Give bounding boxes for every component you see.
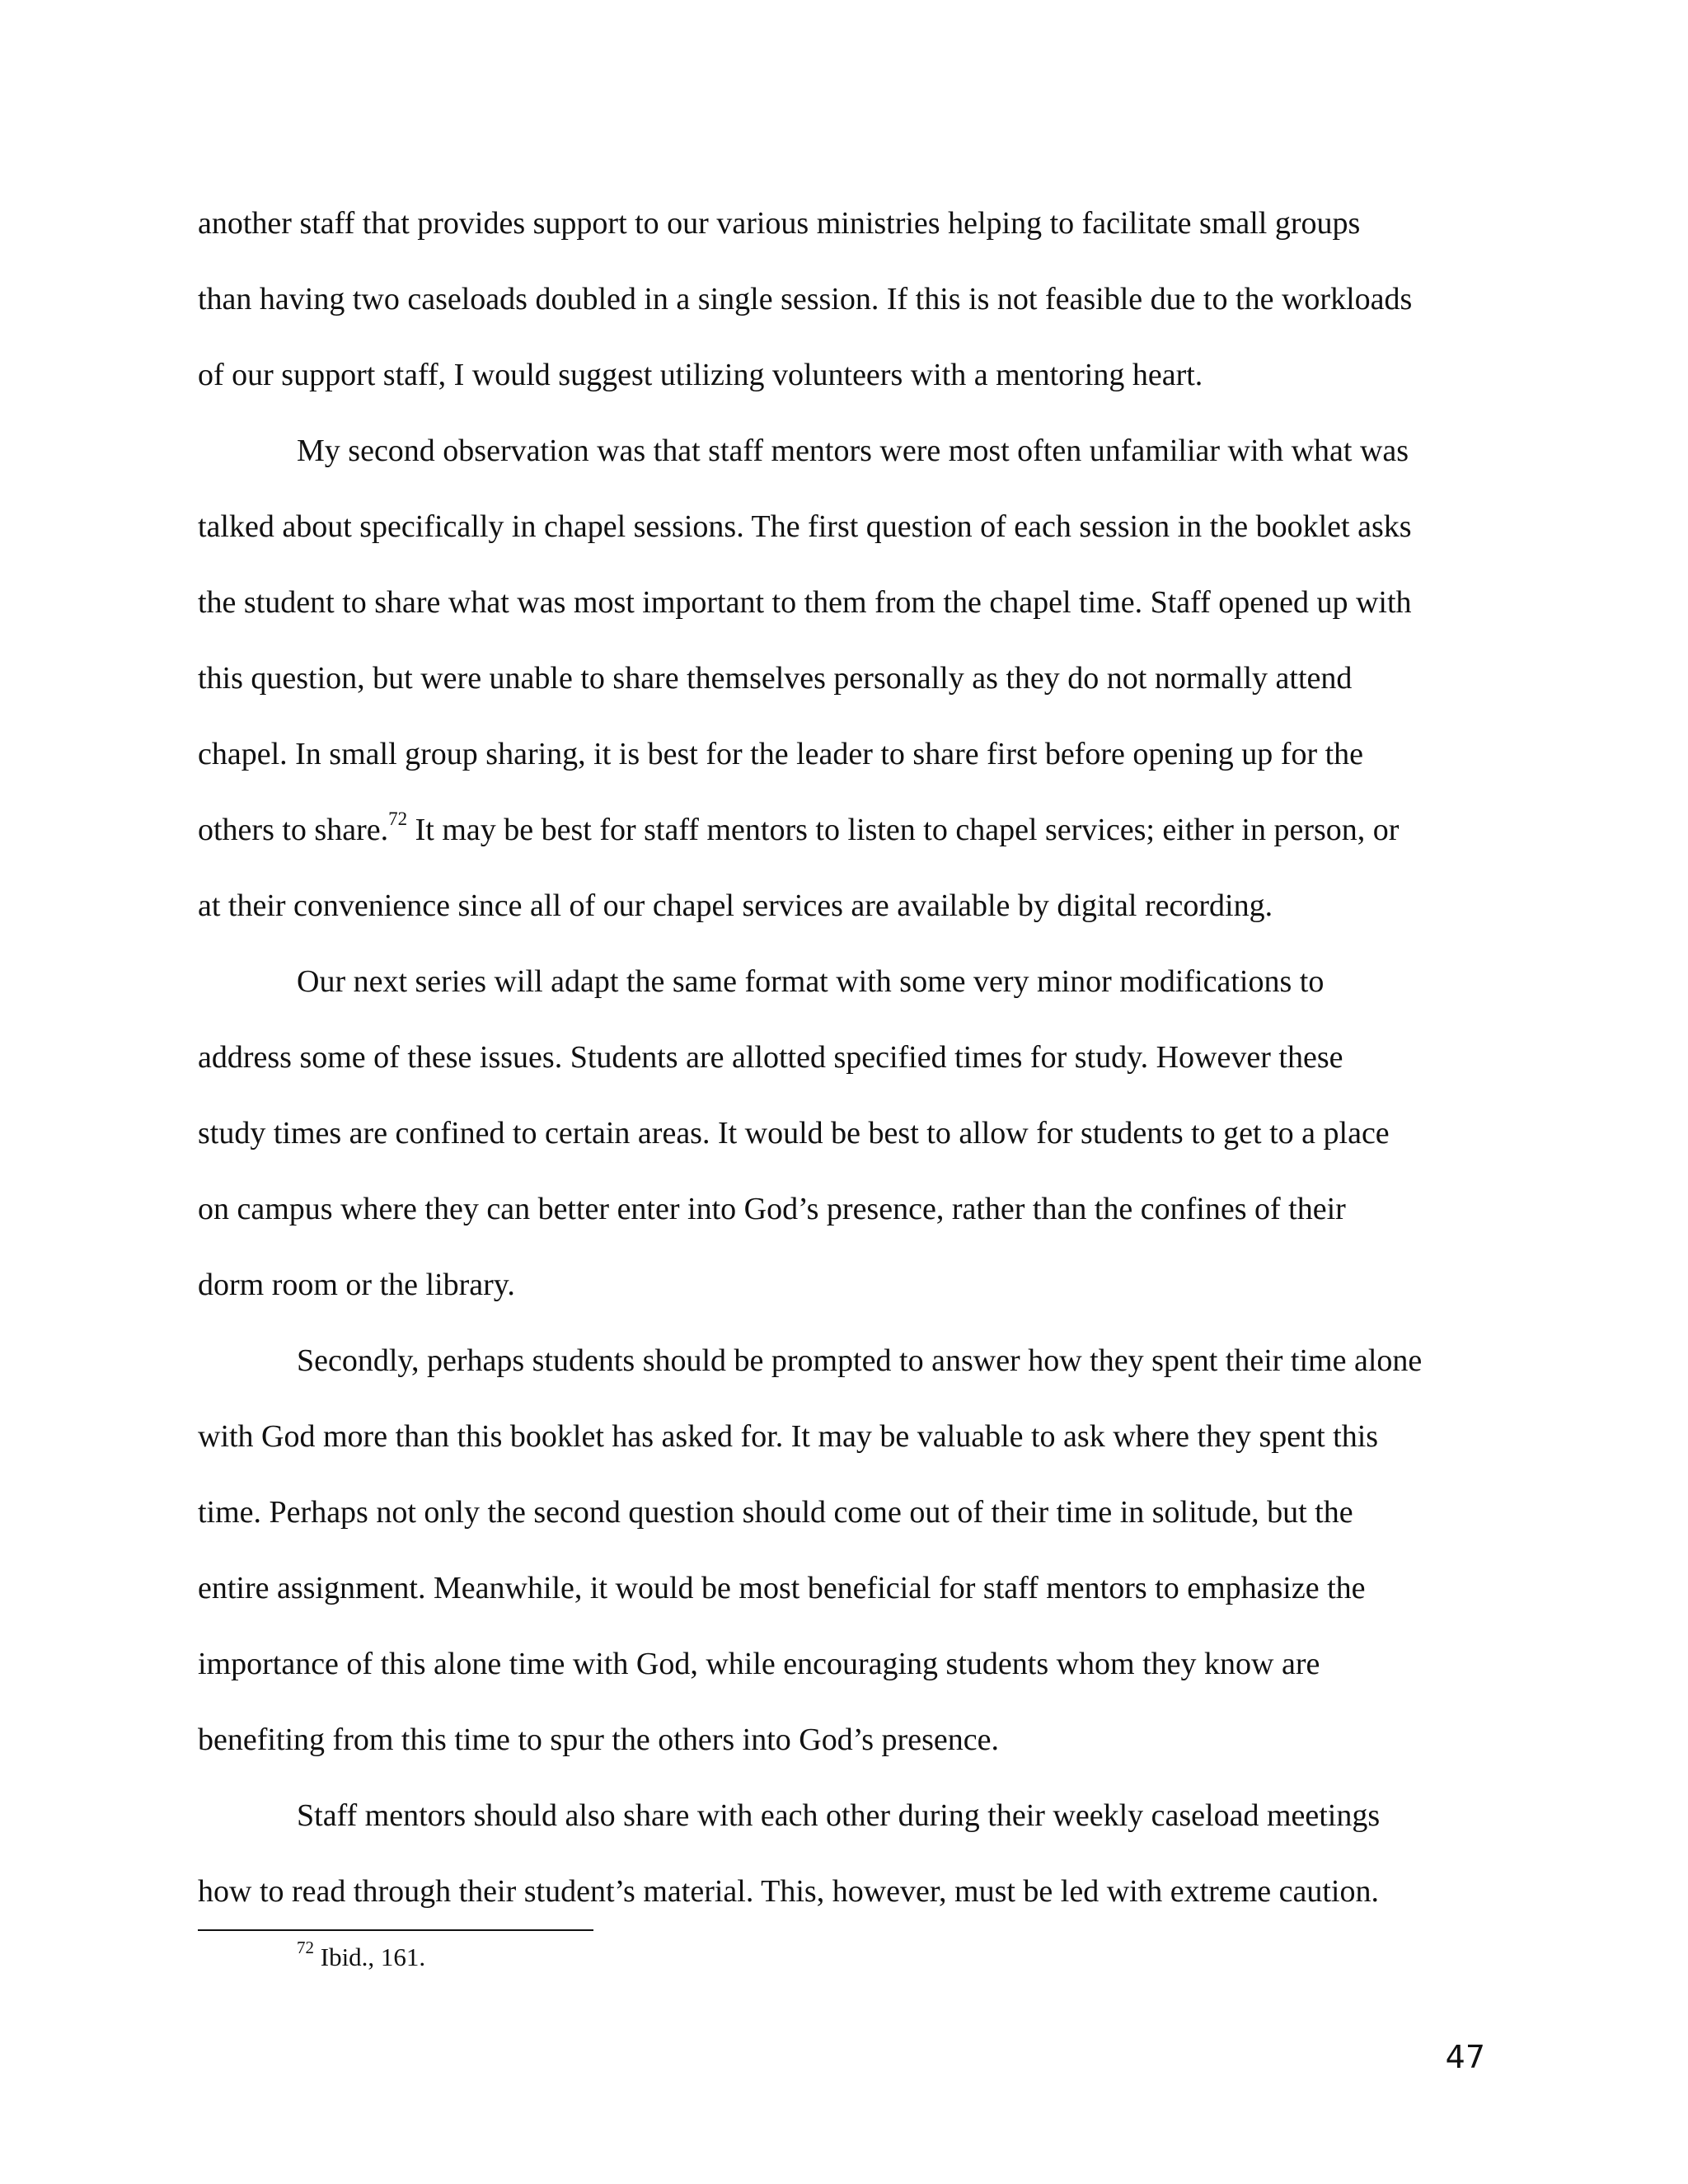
paragraph-start-line: Staff mentors should also share with each other during their weekly caseload meetings xyxy=(297,1798,1381,1833)
text-line: of our support staff, I would suggest utilizing volunteers with a mentoring heart. xyxy=(198,358,1203,392)
paragraph-start-line: Secondly, perhaps students should be prompted to answer how they spent their time alone xyxy=(297,1343,1423,1378)
text-line: how to read through their student’s material. This, however, must be led with extreme caution. xyxy=(198,1874,1379,1909)
text-line: importance of this alone time with God, while encouraging students whom they know are xyxy=(198,1647,1320,1681)
footnote-text: Ibid., 161. xyxy=(314,1943,426,1971)
text-line: study times are confined to certain areas. It would be best to allow for students to get to a place xyxy=(198,1116,1390,1151)
footnote-reference[interactable]: 72 xyxy=(388,808,408,830)
text-line: another staff that provides support to our various ministries helping to facilitate small groups xyxy=(198,206,1361,241)
text-line: entire assignment. Meanwhile, it would be most beneficial for staff mentors to emphasize the xyxy=(198,1571,1366,1605)
paragraph-start-line: Our next series will adapt the same format with some very minor modifications to xyxy=(297,964,1325,999)
text-line: benefiting from this time to spur the others into God’s presence. xyxy=(198,1722,999,1757)
text-line: on campus where they can better enter into God’s presence, rather than the confines of their xyxy=(198,1192,1346,1226)
footnote xyxy=(297,1939,425,1975)
text-segment: It may be best for staff mentors to listen to chapel services; either in person, or xyxy=(407,813,1400,847)
text-line: chapel. In small group sharing, it is best for the leader to share first before opening up for the xyxy=(198,737,1364,771)
text-line-with-footnote xyxy=(198,792,1490,868)
text-line: time. Perhaps not only the second question should come out of their time in solitude, but the xyxy=(198,1495,1353,1530)
page-number: 47 xyxy=(1445,2039,1485,2075)
text-line: than having two caseloads doubled in a single session. If this is not feasible due to the workloads xyxy=(198,282,1413,316)
text-line: address some of these issues. Students are allotted specified times for study. However these xyxy=(198,1040,1343,1075)
text-line: this question, but were unable to share themselves personally as they do not normally attend xyxy=(198,661,1353,696)
text-segment: others to share. xyxy=(198,813,389,847)
text-line: with God more than this booklet has asked for. It may be valuable to ask where they spent this xyxy=(198,1419,1379,1454)
text-line: talked about specifically in chapel sessions. The first question of each session in the booklet asks xyxy=(198,509,1412,544)
paragraph-start-line: My second observation was that staff mentors were most often unfamiliar with what was xyxy=(297,434,1409,468)
text-line: at their convenience since all of our chapel services are available by digital recording. xyxy=(198,888,1273,923)
text-line: dorm room or the library. xyxy=(198,1268,515,1302)
text-line: the student to share what was most important to them from the chapel time. Staff opened up with xyxy=(198,585,1412,620)
footnote-number: 72 xyxy=(297,1937,314,1957)
body-text xyxy=(198,185,1490,1929)
footnote-divider xyxy=(198,1929,593,1931)
